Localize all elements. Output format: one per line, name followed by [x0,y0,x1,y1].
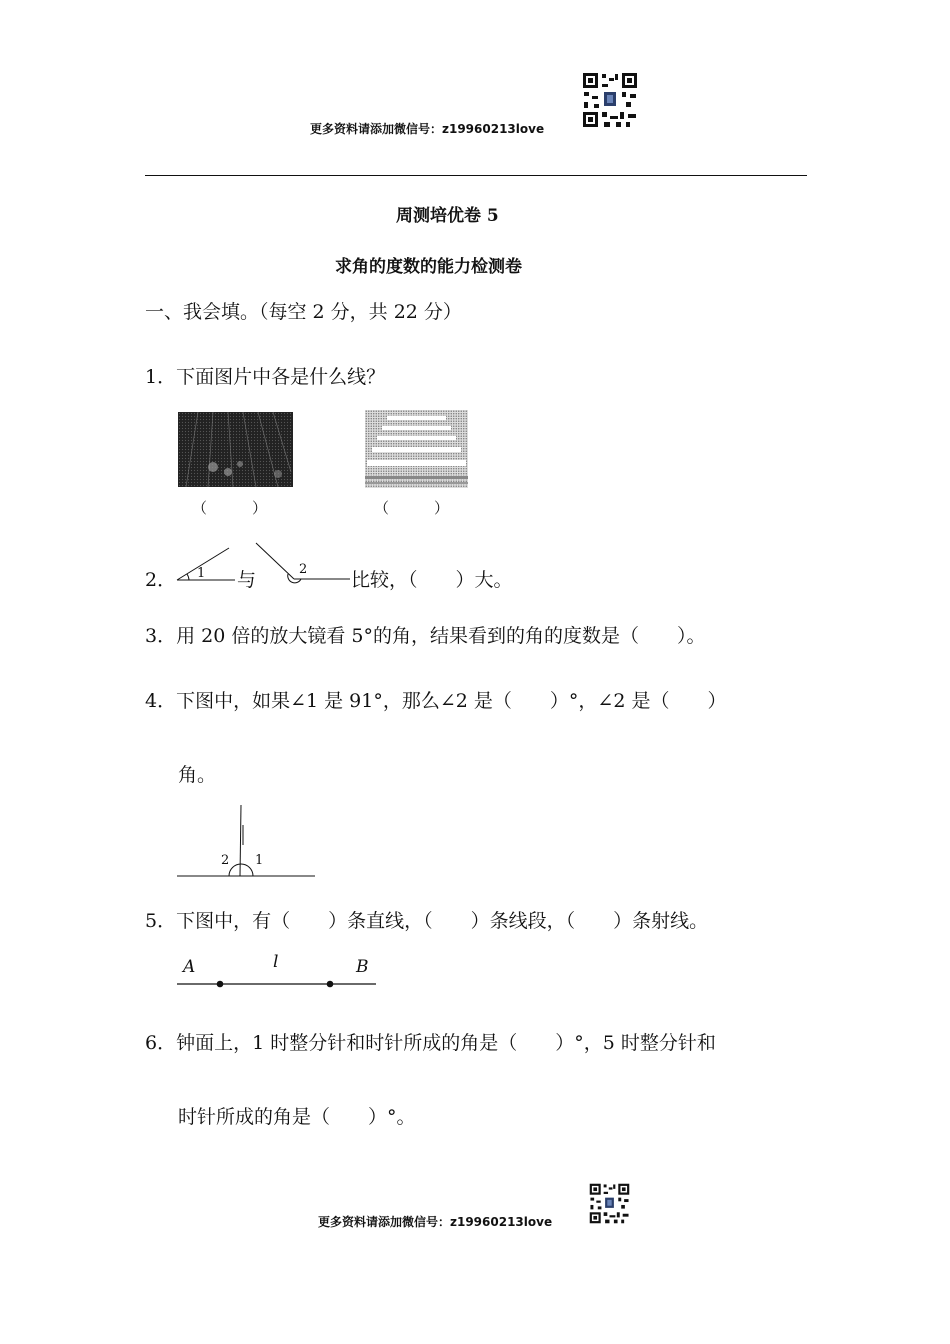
point-a-label: A [183,957,196,977]
header-qr-code-icon [582,72,638,128]
angle-1-2-figure [177,805,317,880]
page-subtitle: 求角的度数的能力检测卷 [335,257,522,277]
footer-note: 更多资料请添加微信号：z19960213love [318,1215,553,1229]
question-2-tail: 比较，（ ）大。 [351,569,513,591]
q1-blank-left: （ ） [192,499,268,517]
light-rays-photo [178,412,293,487]
q1-blank-right: （ ） [374,499,450,517]
page-title: 周测培优卷 5 [396,206,499,226]
angle-1-label: 1 [197,566,206,581]
question-3: 3．用 20 倍的放大镜看 5°的角，结果看到的角的度数是（ ）。 [145,625,706,647]
header-note: 更多资料请添加微信号：z19960213love [310,122,545,136]
question-6-line2: 时针所成的角是（ ）°。 [178,1106,416,1128]
question-4-line2: 角。 [178,764,217,786]
question-1: 1．下面图片中各是什么线？ [145,366,386,388]
header-divider [145,175,807,176]
footer-qr-code-icon [589,1183,630,1224]
figure-angle-1-label: 1 [255,853,264,868]
question-4-line1: 4．下图中，如果∠1 是 91°，那么∠2 是（ ）°，∠2 是（ ） [145,690,727,712]
point-b-label: B [356,957,369,977]
line-l-label: l [273,952,279,972]
angle-2-label: 2 [299,562,308,577]
angle-1-figure [177,546,237,586]
figure-angle-2-label: 2 [221,853,230,868]
question-2-mid: 与 [237,569,257,591]
question-6-line1: 6．钟面上，1 时整分针和时针所成的角是（ ）°，5 时整分针和 [145,1032,716,1054]
question-5: 5．下图中，有（ ）条直线，（ ）条线段，（ ）条射线。 [145,910,709,932]
line-ab-figure [177,978,377,990]
stairs-photo [365,410,468,488]
section-heading: 一、我会填。（每空 2 分，共 22 分） [145,301,462,323]
question-2-number: 2． [145,569,177,591]
